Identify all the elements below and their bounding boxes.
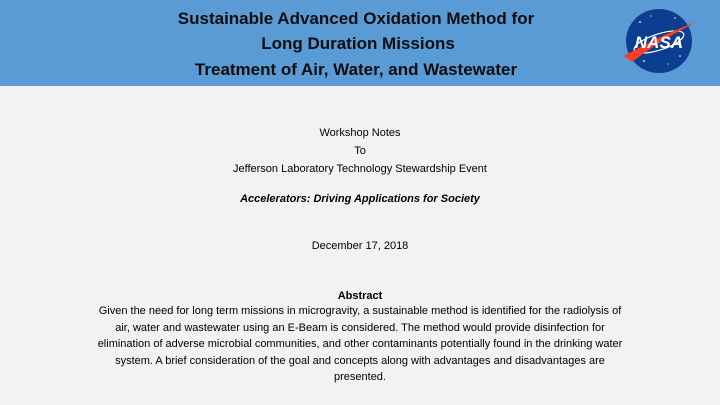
abstract-text: Given the need for long term missions in microgravity, a sustainable method is identified for the radiolysis of air, water and wastewater using an E-Beam is considered. The method would provide disinfection for elimination of adverse microbial communities, and other contaminants potentially found in the drinking water system. A brief consideration of the goal and concepts along with advantages and disadvantages are presented. <box>97 305 623 383</box>
title-banner <box>0 0 720 86</box>
workshop-notes-line: Workshop Notes <box>319 127 401 139</box>
event-line: Jefferson Laboratory Technology Stewardship Event <box>233 163 487 175</box>
title-line-3: Treatment of Air, Water, and Wastewater <box>194 60 518 79</box>
title-line-1: Sustainable Advanced Oxidation Method for <box>177 9 535 28</box>
abstract-heading: Abstract <box>337 290 383 302</box>
nasa-logo-text: NASA <box>634 33 684 52</box>
nasa-logo-icon <box>620 6 698 76</box>
title-line-2: Long Duration Missions <box>261 34 455 53</box>
to-line: To <box>354 145 366 157</box>
subtitle: Accelerators: Driving Applications for Society <box>240 193 480 205</box>
date-line: December 17, 2018 <box>311 240 409 252</box>
